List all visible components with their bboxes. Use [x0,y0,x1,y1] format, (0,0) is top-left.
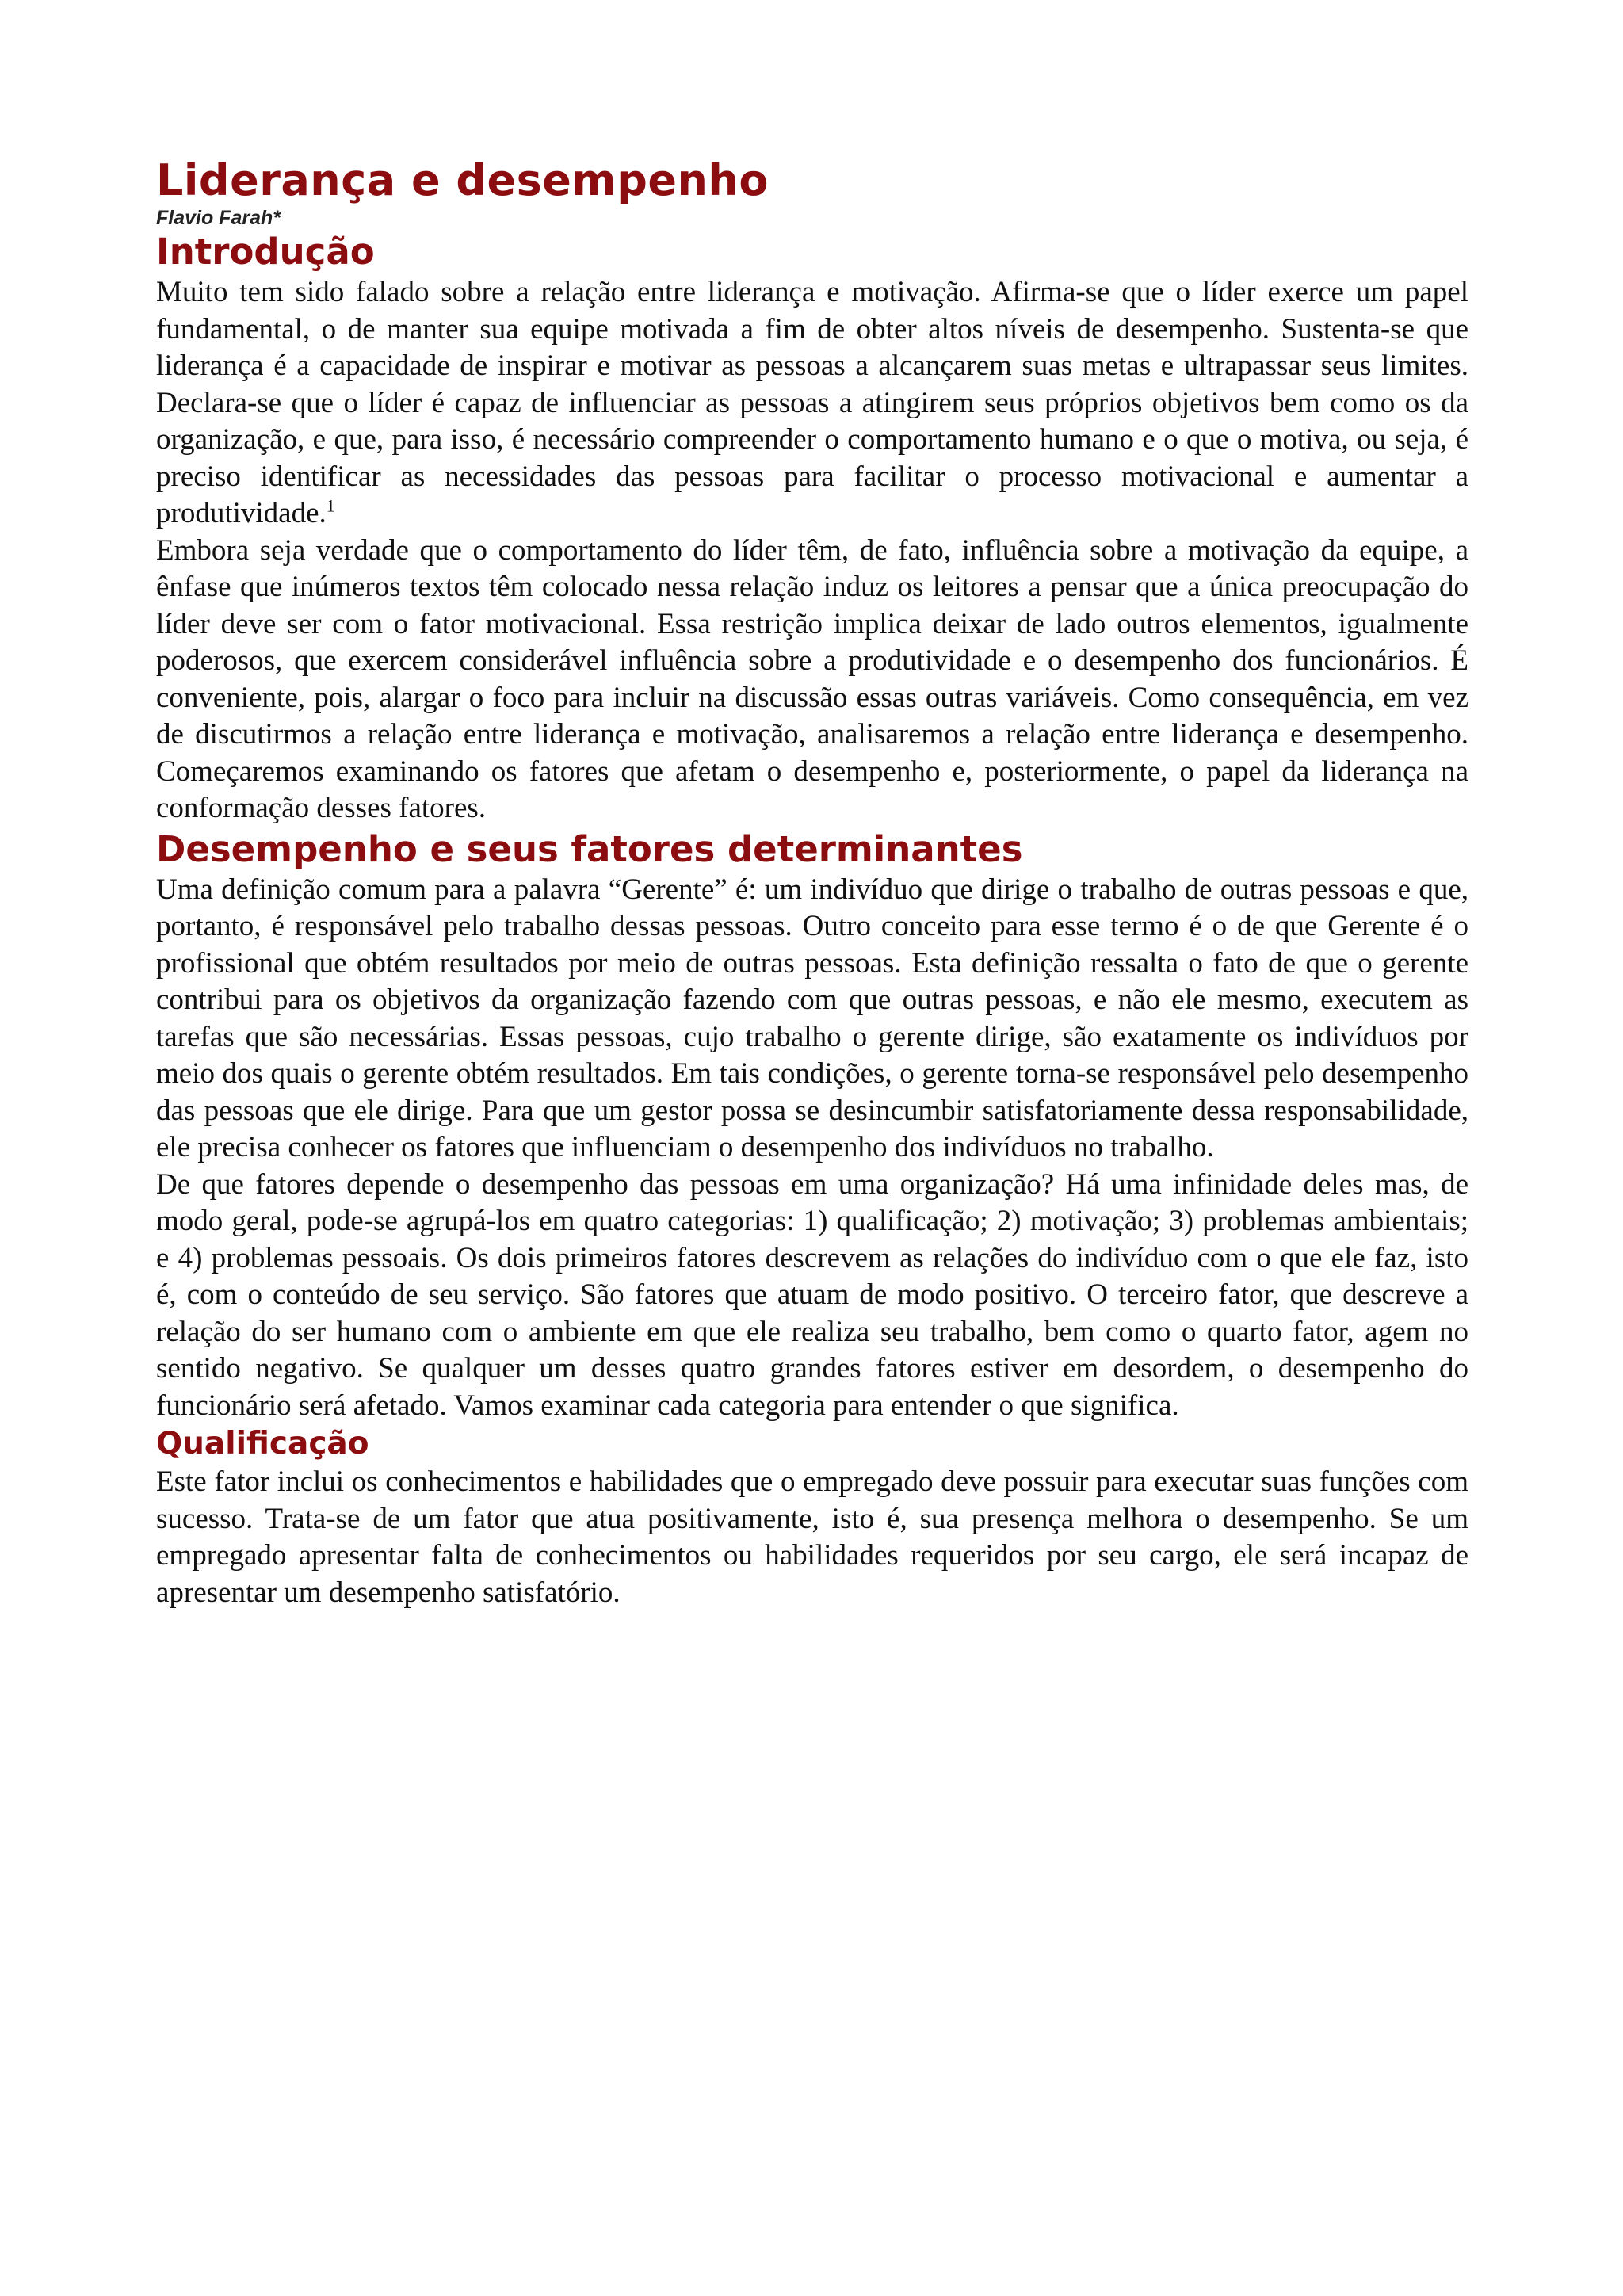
paragraph-text: Muito tem sido falado sobre a relação entre liderança e motivação. Afirma-se que o líder exerce um papel fundamental, o de manter sua equipe motivada a fim de obter altos níveis de desempenho. Sustenta-se que liderança é a capacidade de inspirar e motivar as pessoas a alcançarem suas metas e ultrapassar seus limites. Declara-se que o líder é capaz de influenciar as pessoas a atingirem seus próprios objetivos bem como os da organização, e que, para isso, é necessário compreender o comportamento humano e o que o motiva, ou seja, é preciso identificar as necessidades das pessoas para facilitar o processo motivacional e aumentar a produtividade. [156,276,1468,529]
paragraph: Este fator inclui os conhecimentos e habilidades que o empregado deve possuir para executar suas funções com sucesso. Trata-se de um fator que atua positivamente, isto é, sua presença melhora o desempenho. Se um empregado apresentar falta de conhecimentos ou habilidades requeridos por seu cargo, ele será incapaz de apresentar um desempenho satisfatório. [156,1465,1468,1609]
subsection-heading-qualificacao: Qualificação [156,1426,369,1461]
paragraph: Embora seja verdade que o comportamento do líder têm, de fato, influência sobre a motivação da equipe, a ênfase que inúmeros textos têm colocado nessa relação induz os leitores a pensar que a única preocupação do líder deve ser com o fator motivacional. Essa restrição implica deixar de lado outros elementos, igualmente poderosos, que exercem considerável influência sobre a produtividade e o desempenho dos funcionários. É conveniente, pois, alargar o foco para incluir na discussão essas outras variáveis. Como consequência, em vez de discutirmos a relação entre liderança e motivação, analisaremos a relação entre liderança e desempenho. Começaremos examinando os fatores que afetam o desempenho e, posteriormente, o papel da liderança na conformação desses fatores. [156,533,1468,824]
section-heading-desempenho: Desempenho e seus fatores determinantes [156,827,1023,870]
section-heading-introducao: Introdução [156,231,375,273]
footnote-reference: 1 [326,495,335,516]
paragraph: Uma definição comum para a palavra “Gerente” é: um indivíduo que dirige o trabalho de outras pessoas e que, portanto, é responsável pelo trabalho dessas pessoas. Outro conceito para esse termo é o de que Gerente é o profissional que obtém resultados por meio de outras pessoas. Esta definição ressalta o fato de que o gerente contribui para os objetivos da organização fazendo com que outras pessoas, e não ele mesmo, executem as tarefas que são necessárias. Essas pessoas, cujo trabalho o gerente dirige, são exatamente os indivíduos por meio dos quais o gerente obtém resultados. Em tais condições, o gerente torna-se responsável pelo desempenho das pessoas que ele dirige. Para que um gestor possa se desincumbir satisfatoriamente dessa responsabilidade, ele precisa conhecer os fatores que influenciam o desempenho dos indivíduos no trabalho. [156,873,1468,1163]
paragraph: De que fatores depende o desempenho das pessoas em uma organização? Há uma infinidade deles mas, de modo geral, pode-se agrupá-los em quatro categorias: 1) qualificação; 2) motivação; 3) problemas ambientais; e 4) problemas pessoais. Os dois primeiros fatores descrevem as relações do indivíduo com o que ele faz, isto é, com o conteúdo de seu serviço. São fatores que atuam de modo positivo. O terceiro fator, que descreve a relação do ser humano com o ambiente em que ele realiza seu trabalho, bem como o quarto fator, agem no sentido negativo. Se qualquer um desses quatro grandes fatores estiver em desordem, o desempenho do funcionário será afetado. Vamos examinar cada categoria para entender o que significa. [156,1167,1468,1422]
document-page [156,155,1468,1611]
paragraph [156,274,1468,533]
document-title: Liderança e desempenho [156,155,769,205]
document-author: Flavio Farah* [156,207,281,229]
